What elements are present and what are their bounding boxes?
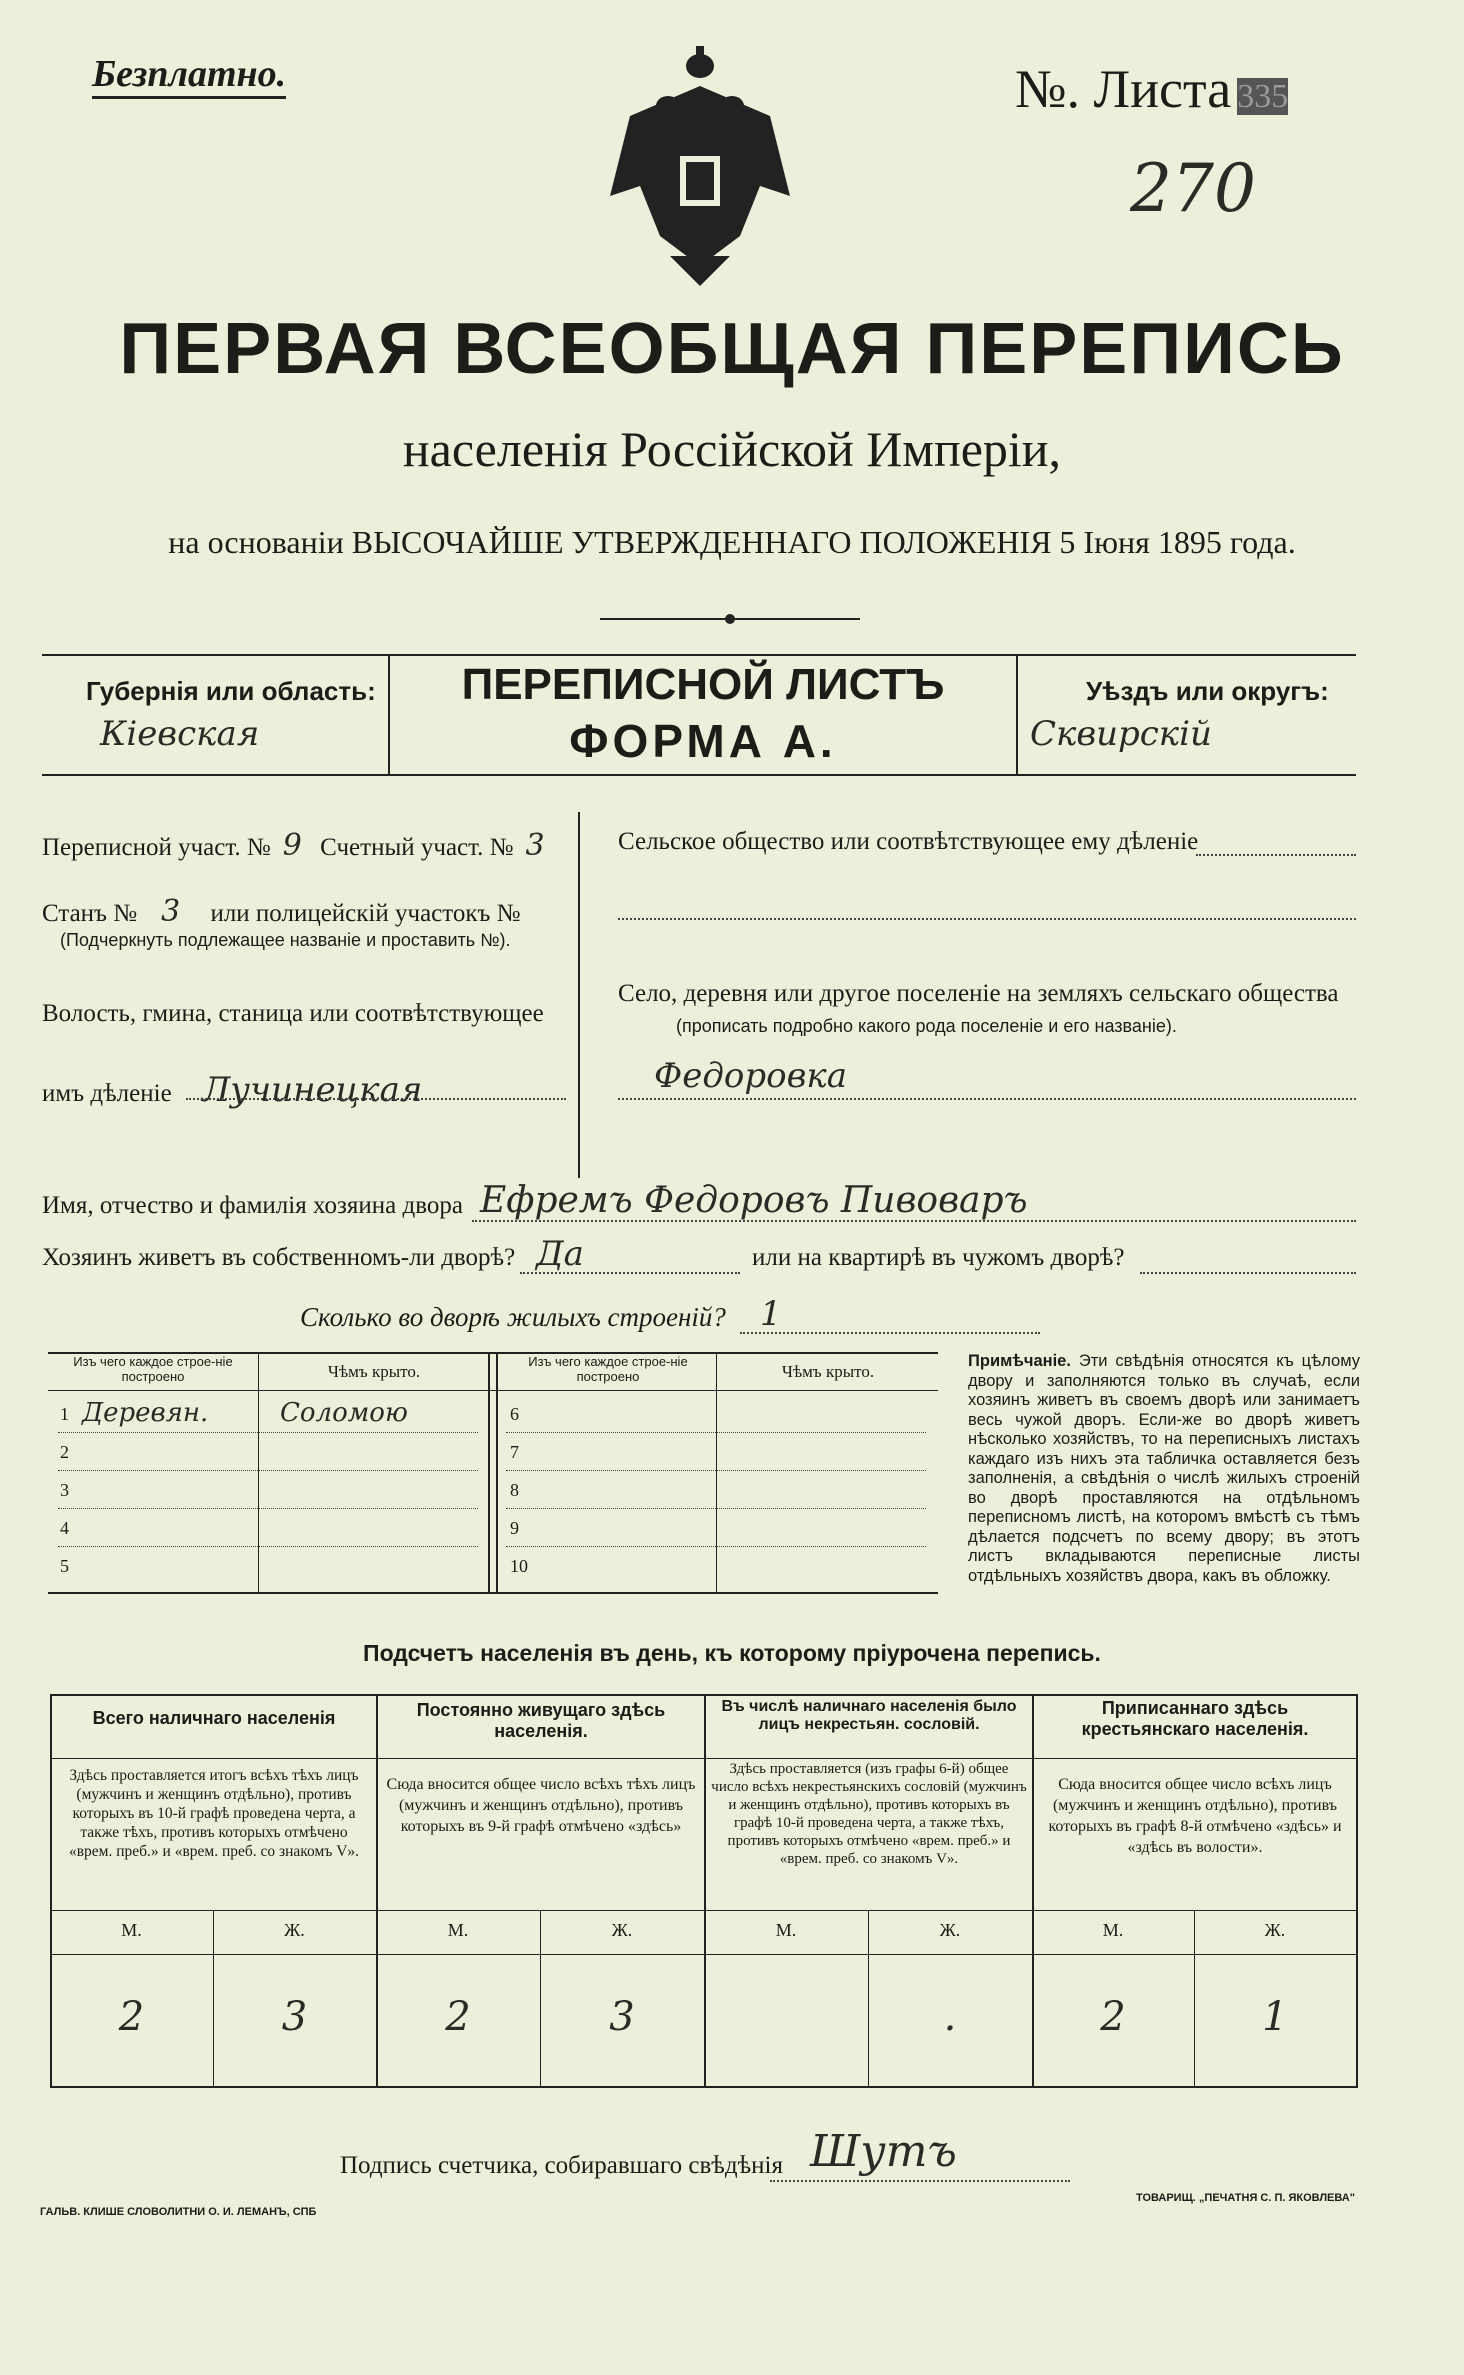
owner-lives-label: Хозяинъ живетъ въ собственномъ-ли дворѣ?	[42, 1244, 516, 1271]
table-row: 7	[510, 1442, 519, 1462]
label-m-3: М.	[775, 1920, 797, 1940]
note-lead: Примѣчаніе.	[968, 1352, 1071, 1370]
table-row: 9	[510, 1518, 519, 1538]
count-table	[50, 1694, 1358, 2088]
stan-label: Станъ № 3 или полицейскій участокъ №	[42, 894, 521, 929]
col-material-left: Изъ чего каждое строе-ніе построено	[73, 1354, 233, 1384]
ornament-divider	[600, 612, 860, 624]
value-f-1: 3	[281, 1994, 308, 2040]
village-label: Село, деревня или другое поселеніе на земляхъ сельскаго общества	[618, 980, 1339, 1007]
footer-left: ГАЛЬВ. КЛИШЕ СЛОВОЛИТНИ О. И. ЛЕМАНЪ, СПБ	[40, 2206, 317, 2218]
note-text	[968, 1352, 1360, 1586]
volost-label-2: имъ дѣленіе Лучинецкая	[42, 1070, 423, 1110]
subtitle: населенія Россійской Имперіи,	[402, 421, 1062, 477]
value-m-4: 2	[1100, 1994, 1126, 2040]
village-note: (прописать подробно какого рода поселеніе и его названіе).	[676, 1016, 1177, 1036]
buildings-table	[48, 1352, 938, 1592]
free-label: Безплатно.	[92, 52, 286, 99]
sheet-title: ПЕРЕПИСНОЙ ЛИСТЪ	[461, 660, 945, 709]
value-f-4: 1	[1262, 1994, 1288, 2040]
society-label: Сельское общество или соотвѣтствующее ему дѣленіе	[618, 828, 1199, 855]
table-row: 5	[60, 1556, 69, 1576]
table-row: 10	[510, 1556, 528, 1576]
census-section-value: 9	[282, 828, 302, 863]
value-m-1: 2	[118, 1994, 145, 2040]
stan-note: (Подчеркнуть подлежащее названіе и проставить №).	[60, 930, 511, 950]
village-value: Федоровка	[654, 1056, 847, 1096]
value-f-2: 3	[609, 1994, 635, 2040]
col-roof-left: Чѣмъ крыто.	[327, 1362, 421, 1381]
label-m-4: М.	[1102, 1920, 1124, 1940]
label-f-4: Ж.	[1264, 1920, 1286, 1940]
count-col-2-title: Постоянно живущаго здѣсь населенія.	[416, 1700, 666, 1741]
note-body: Эти свѣдѣнія относятся къ цѣлому двору и заполняются только въ случаѣ, если хозяинъ живетъ въ своемъ дворѣ или занимаетъ весь чужой дворъ. Если-же во дворѣ живетъ нѣсколько хозяйствъ, то на переписныхъ листахъ каждаго изъ нихъ эта табличка оставляется безъ заполненія, а свѣдѣнія о числѣ жилыхъ строеній во дворѣ проставляются на отдѣльномъ переписномъ листѣ, на которомъ вмѣстѣ съ тѣмъ дѣлается подсчетъ по всему двору; въ этотъ листъ вкладываются переписные листы отдѣльныхъ хозяйствъ двора, какъ въ обложку.	[968, 1352, 1360, 1585]
sheet-number-label: №. Листа 335	[1015, 59, 1289, 119]
basis-line: на основаніи ВЫСОЧАЙШЕ УТВЕРЖДЕННАГО ПОЛОЖЕНІЯ 5 Іюня 1895 года.	[168, 524, 1296, 560]
table-row: 2	[60, 1442, 69, 1462]
value-f-3: .	[943, 1994, 957, 2040]
census-section-label: Переписной участ. № 9 Счетный участ. № 3	[42, 828, 545, 863]
owner-name-value: Ефремъ Федоровъ Пивоваръ	[480, 1180, 1028, 1221]
owner-name-label: Имя, отчество и фамилія хозяина двора	[42, 1192, 463, 1219]
table-row: 6	[510, 1404, 519, 1424]
label-f-1: Ж.	[284, 1920, 305, 1940]
count-col-2-desc: Сюда вносится общее число всѣхъ тѣхъ лицъ (мужчинъ и женщинъ отдѣльно), противъ которыхъ въ 9-й графѣ отмѣчено «здѣсь»	[386, 1776, 696, 1835]
count-col-3-title: Въ числѣ наличнаго населенія было лицъ некрестьян. сословій.	[721, 1698, 1017, 1733]
sheet-number-handwritten: 270	[1130, 150, 1256, 227]
sheet-number-struck: 335	[1237, 78, 1289, 115]
table-row: 1 Деревян. Соломою	[60, 1398, 408, 1428]
col-roof-right: Чѣмъ крыто.	[781, 1362, 875, 1381]
buildings-value: 1	[760, 1294, 782, 1334]
owner-lives-value: Да	[536, 1234, 584, 1274]
label-m-2: М.	[447, 1920, 469, 1940]
main-title: ПЕРВАЯ ВСЕОБЩАЯ ПЕРЕПИСЬ	[119, 309, 1345, 389]
province-label: Губернія или область:	[86, 676, 376, 706]
buildings-label: Сколько во дворѣ жилыхъ строеній?	[300, 1302, 726, 1332]
count-col-1-title: Всего наличнаго населенія	[92, 1708, 336, 1728]
form-name: ФОРМА А.	[569, 715, 837, 767]
district-label: Уѣздъ или округъ:	[1086, 676, 1329, 706]
table-row: 8	[510, 1480, 519, 1500]
table-row: 4	[60, 1518, 69, 1538]
volost-label: Волость, гмина, станица или соотвѣтствующее	[42, 1000, 544, 1027]
footer-right: ТОВАРИЩ. „ПЕЧАТНЯ С. П. ЯКОВЛЕВА"	[1136, 2192, 1355, 2204]
stan-value: 3	[161, 894, 181, 929]
value-m-2: 2	[445, 1994, 471, 2040]
volost-value: Лучинецкая	[201, 1070, 423, 1110]
label-m-1: М.	[121, 1920, 142, 1940]
province-value: Кіевская	[100, 714, 260, 754]
count-heading: Подсчетъ населенія въ день, къ которому пріурочена перепись.	[363, 1640, 1101, 1666]
col-material-right: Изъ чего каждое строе-ніе построено	[528, 1354, 688, 1384]
count-col-3-desc: Здѣсь проставляется (изъ графы 6-й) общее число всѣхъ некрестьянскихъ сословій (мужчинъ и женщинъ отдѣльно), противъ которыхъ въ графѣ 10-й проведена черта, а также тѣхъ, противъ которыхъ отмѣчено «врем. преб.» и «врем. преб. со знакомъ V».	[711, 1761, 1027, 1867]
count-section-value: 3	[525, 828, 545, 863]
table-row: 3	[60, 1480, 69, 1500]
coat-of-arms-icon	[600, 46, 800, 286]
count-col-1-desc: Здѣсь проставляется итогъ всѣхъ тѣхъ лицъ (мужчинъ и женщинъ отдѣльно), противъ которыхъ въ 10-й графѣ проведена черта, а также тѣхъ, противъ которыхъ отмѣчено «врем. преб.» и «врем. преб. со знакомъ V».	[68, 1767, 360, 1860]
apartment-label: или на квартирѣ въ чужомъ дворѣ?	[752, 1244, 1125, 1271]
district-value: Сквирскій	[1030, 714, 1212, 754]
signature-value: Шутъ	[810, 2126, 957, 2177]
label-f-2: Ж.	[611, 1920, 633, 1940]
signature-label: Подпись счетчика, собиравшаго свѣдѣнія	[340, 2152, 783, 2179]
count-col-4-desc: Сюда вносится общее число всѣхъ лицъ (мужчинъ и женщинъ отдѣльно), противъ которыхъ въ графѣ 8-й отмѣчено «здѣсь» и «здѣсь въ волости».	[1048, 1776, 1342, 1856]
label-f-3: Ж.	[939, 1920, 961, 1940]
count-col-4-title: Приписаннаго здѣсь крестьянскаго населенія.	[1081, 1698, 1309, 1739]
